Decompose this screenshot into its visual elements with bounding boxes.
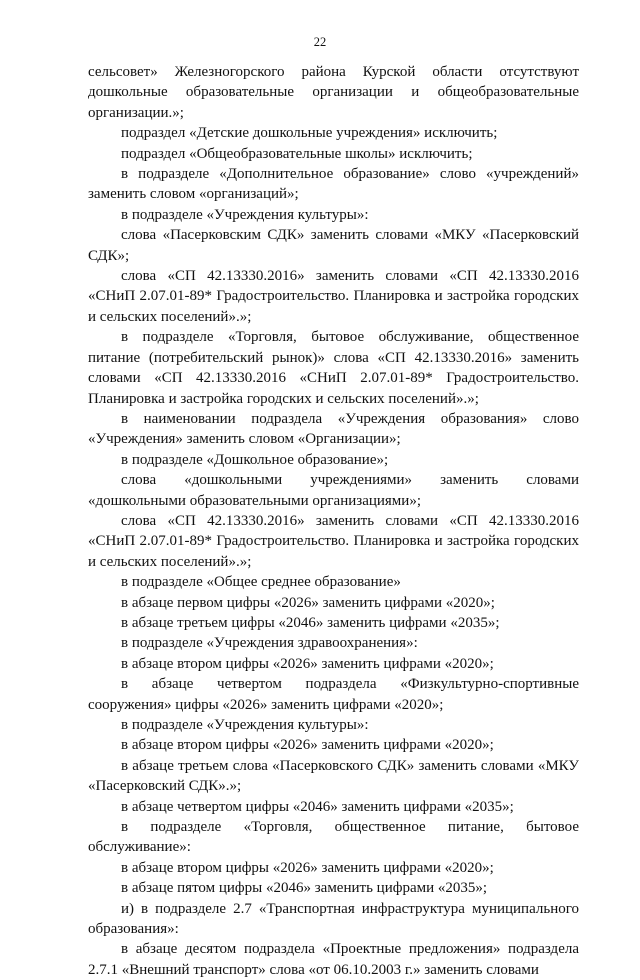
paragraph: в подразделе «Дополнительное образование» слово «учреждений» заменить словом «организаций»; (88, 166, 579, 203)
paragraph: в абзаце втором цифры «2026» заменить цифрами «2020»; (121, 737, 494, 754)
paragraph: в подразделе «Торговля, бытовое обслуживание, общественное питание (потребительский рынок)» слова «СП 42.13330.2016» заменить словами «СП 42.13330.2016 «СНиП 2.07.01-89* Градостроительство. Планировка и застройка городских и сельских поселений».»; (88, 329, 579, 407)
paragraph: в абзаце третьем цифры «2046» заменить цифрами «2035»; (121, 614, 500, 631)
paragraph: слова «СП 42.13330.2016» заменить словами «СП 42.13330.2016 «СНиП 2.07.01-89* Градостроительство. Планировка и застройка городских и сельских поселений».»; (88, 268, 579, 325)
paragraph: в абзаце десятом подраздела «Проектные предложения» подраздела 2.7.1 «Внешний транспорт» слова «от 06.10.2003 г.» заменить словами (88, 941, 579, 978)
paragraph: в подразделе «Торговля, общественное питание, бытовое обслуживание»: (88, 819, 579, 856)
document-body (88, 62, 579, 980)
paragraph: слова «СП 42.13330.2016» заменить словами «СП 42.13330.2016 «СНиП 2.07.01-89* Градостроительство. Планировка и застройка городских и сельских поселений».»; (88, 512, 579, 570)
paragraph: в абзаце втором цифры «2026» заменить цифрами «2020»; (121, 655, 494, 672)
paragraph: в подразделе «Учреждения культуры»: (121, 717, 369, 733)
paragraph: подраздел «Детские дошкольные учреждения» исключить; (121, 125, 498, 142)
paragraph: в абзаце четвертом цифры «2046» заменить цифрами «2035»; (121, 798, 514, 815)
paragraph: в подразделе «Дошкольное образование»; (121, 451, 389, 468)
paragraph: в абзаце втором цифры «2026» заменить цифрами «2020»; (121, 859, 494, 876)
paragraph: в подразделе «Учреждения здравоохранения»: (121, 635, 418, 652)
paragraph: сельсовет» Железногорского района Курской области отсутствуют дошкольные образовательные организации и общеобразовательные организации.»; (88, 64, 579, 121)
paragraph: в подразделе «Учреждения культуры»: (121, 206, 369, 223)
paragraph: в абзаце четвертом подраздела «Физкультурно-спортивные сооружения» цифры «2026» заменить цифрами «2020»; (88, 676, 579, 713)
paragraph: слова «дошкольными учреждениями» заменить словами «дошкольными образовательными организациями»; (88, 472, 579, 509)
paragraph: в абзаце третьем слова «Пасерковского СДК» заменить словами «МКУ «Пасерковский СДК».»; (88, 757, 579, 795)
paragraph: в абзаце пятом цифры «2046» заменить цифрами «2035»; (121, 880, 488, 897)
paragraph: подраздел «Общеобразовательные школы» исключить; (121, 145, 473, 162)
paragraph: в подразделе «Общее среднее образование» (121, 574, 401, 591)
paragraph: и) в подразделе 2.7 «Транспортная инфраструктура муниципального образования»: (88, 900, 579, 938)
paragraph: слова «Пасерковским СДК» заменить словами «МКУ «Пасерковский СДК»; (88, 227, 579, 264)
paragraph: в абзаце первом цифры «2026» заменить цифрами «2020»; (121, 594, 495, 611)
page-number: 22 (313, 35, 327, 49)
paragraph: в наименовании подраздела «Учреждения образования» слово «Учреждения» заменить словом «Организации»; (88, 410, 579, 448)
